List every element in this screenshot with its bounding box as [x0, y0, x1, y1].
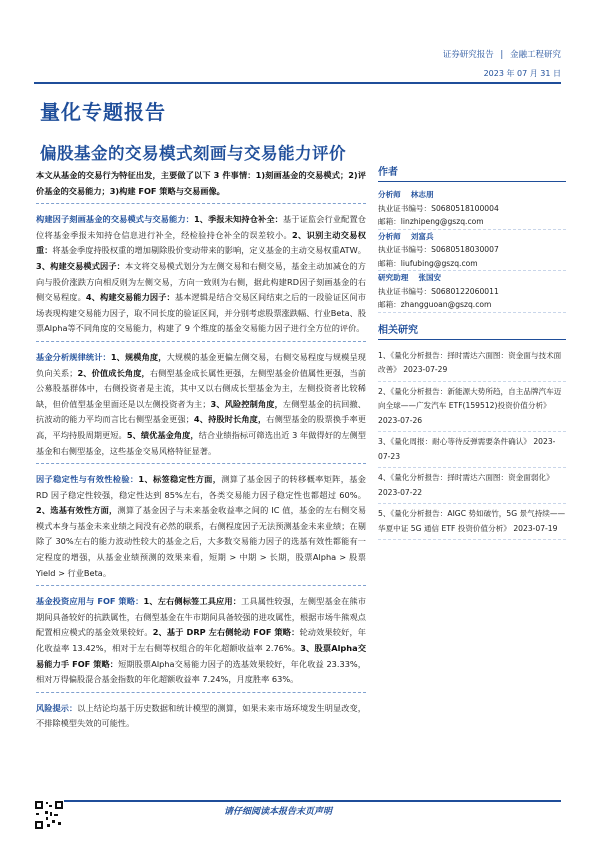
section-risk-warning: 风险提示：以上结论均基于历史数据和统计模型的测算，如果未来市场环境发生明显改变，不排除模型失效的可能性。: [36, 702, 366, 729]
qr-code-icon: [34, 800, 64, 830]
related-item[interactable]: 3、《量化周报：耐心等待反弹需要条件确认》 2023-07-23: [378, 432, 566, 468]
report-category: 证券研究报告: [442, 50, 494, 60]
sidebar: [378, 163, 566, 540]
section-heading: 构建因子刻画基金的交易模式与交易能力：: [36, 214, 194, 225]
authors-title: 作者: [378, 163, 566, 182]
section-heading: 基金投资应用与 FOF 策略：: [36, 596, 144, 607]
author-block: [378, 188, 566, 313]
author-email[interactable]: 邮箱：liufubing@gszq.com: [378, 257, 566, 272]
author-cert: 执业证书编号：S0680122060011: [378, 286, 499, 296]
related-research: [378, 321, 566, 541]
related-item[interactable]: 5、《量化分析报告：AIGC 势如破竹，5G 景气持续——华夏中证 5G 通信 ETF 投资价值分析》 2023-07-19: [378, 504, 566, 540]
section-fund-statistics: 基金分析规律统计：1、规模角度，大规模的基金更偏左侧交易，右侧交易程度与规模呈现负向关系；2、价值成长角度，右侧型基金成长属性更强，左侧型基金价值属性更强，当前公募股基群体中，右侧投资者是主流，其中又以右侧成长型基金为主，左侧投资者比较稀缺，但价值型基金里面还是以左侧投资者为主；3、风险控制角度，左侧型基金的抗回撤、抗波动的能力平均而言比右侧型基金更强；4、持股时长角度，右侧型基金的股票换手率更高，平均持股周期更短。5、绩优基金角度，结合业绩指标可筛选出近 3 年做得好的左侧型基金和右侧型基金，这些基金交易风格特征显著。: [36, 350, 366, 464]
author-email[interactable]: 邮箱：linzhipeng@gszq.com: [378, 215, 566, 230]
related-title: 相关研究: [378, 321, 566, 340]
main-body: [36, 168, 366, 738]
section-heading: 风险提示：: [36, 702, 78, 713]
author-header: 分析师 林志朋: [378, 190, 434, 199]
report-date: 2023 年 07 月 31 日: [483, 69, 561, 78]
author-cert: 执业证书编号：S0680518100004: [378, 203, 499, 213]
author-cert: 执业证书编号：S0680518030007: [378, 245, 499, 254]
footer-disclaimer-notice: 请仔细阅读本报告末页声明: [224, 807, 333, 817]
author-email[interactable]: 邮箱：zhangguoan@gszq.com: [378, 298, 566, 313]
report-field: 金融工程研究: [509, 50, 561, 60]
section-factor-validation: 因子稳定性与有效性检验：1、标签稳定性方面，测算了基金因子的转移概率矩阵，基金 RD 因子稳定性较强，稳定性达到 85%左右，各类交易能力因子稳定性也都超过 60%。2、选基有效性方面，测算了基金因子与未来基金收益率之间的 IC 值，基金的左右侧交易模式本身与基金未来业绩之间没有必然的联系，右侧程度因子无法预测基金未来业绩；在剔除了 30%左右的能力波动性较大的基金之后，大多数交易能力因子的选基有效性都能有一定程度的增强，从基金业绩预测的效果来看，短期 > 中期 > 长期，股票Alpha > 股票Yield > 行业Beta。: [36, 472, 366, 586]
report-type: 量化专题报告: [40, 100, 166, 124]
section-heading: 因子稳定性与有效性检验：: [36, 474, 139, 485]
author-header: 研究助理 张国安: [378, 273, 442, 282]
intro-paragraph: 本文从基金的交易行为特征出发，主要做了以下 3 件事情：1)刻画基金的交易模式；2)评价基金的交易能力；3)构建 FOF 策略与交易画像。: [36, 168, 366, 204]
section-fof-strategy: 基金投资应用与 FOF 策略：1、左右侧标签工具应用：工具属性较强，左侧型基金在熊市期间具备较好的抗跌属性，右侧型基金在牛市期间具备较强的进攻属性，根据市场牛熊观点配置相应模式的基金效果较好。2、基于 DRP 左右侧轮动 FOF 策略：轮动效果较好，年化收益率 13.42%，相对于左右侧等权组合的年化超额收益率 2.76%。3、股票Alpha交易能力手 FOF 策略：短期股票Alpha交易能力因子的选基效果较好，年化收益 23.33%，相对万得偏股混合基金指数的年化超额收益率 7.24%，月度胜率 63%。: [36, 594, 366, 693]
header-category: [439, 48, 561, 60]
section-factor-construction: 构建因子刻画基金的交易模式与交易能力：1、季报未知持仓补全：基于证监会行业配置仓位将基金季报未知持仓信息进行补全，经检验持仓补全的误差较小。2、识别主动交易权重：将基金季度持股权重的增加剔除股价变动带来的影响，定义基金的主动交易权重ATW。3、构建交易模式因子：本文将交易模式划分为左侧交易和右侧交易，基金主动加减仓的方向与股价涨跌方向相反则为左侧交易，方向一致则为右侧，据此构建RD因子刻画基金的右侧交易程度。4、构建交易能力因子：基本逻辑是结合交易区间结束之后的一段验证区间市场表现构建交易能力因子，取不同长度的验证区间，并分别考虑股票涨跌幅、行业Beta、股票Alpha等不同角度的交易能力，构建了 9 个维度的基金交易能力因子进行全方位的评价。: [36, 212, 366, 342]
report-title: 偏股基金的交易模式刻画与交易能力评价: [40, 144, 346, 163]
author-header: 分析师 刘富兵: [378, 231, 434, 241]
footer-rule: [34, 800, 561, 802]
related-item[interactable]: 2、《量化分析报告：新能源大势所趋，自主品牌汽车迈向全球——广发汽车 ETF(159512)投资价值分析》 2023-07-26: [378, 382, 566, 433]
header-rule: [34, 82, 561, 84]
related-item[interactable]: 1、《量化分析报告：择时需达六面图：资金面与技术面改善》 2023-07-29: [378, 346, 566, 382]
related-item[interactable]: 4、《量化分析报告：择时需达六面图：资金面弱化》 2023-07-22: [378, 468, 566, 504]
section-heading: 基金分析规律统计：: [36, 351, 111, 362]
header-divider: |: [500, 50, 504, 60]
